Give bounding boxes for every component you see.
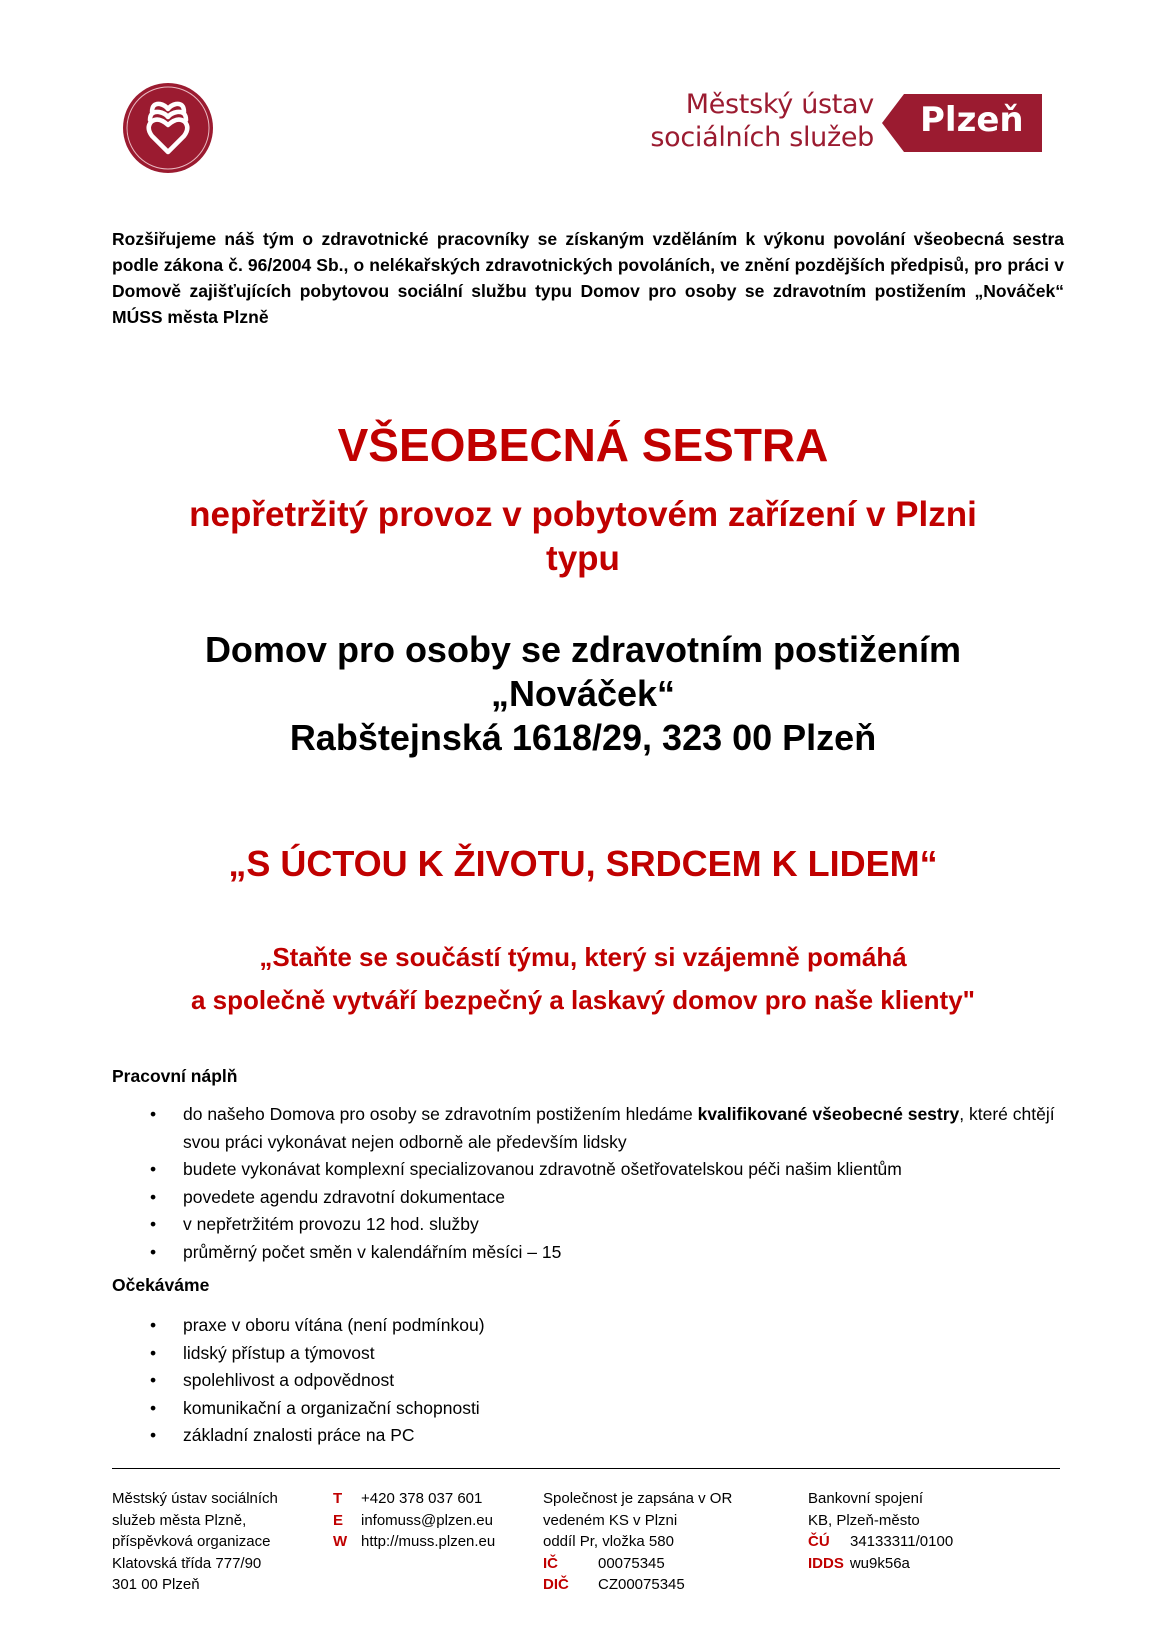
registry-line: Společnost je zapsána v OR xyxy=(543,1490,733,1507)
list-item xyxy=(150,1101,1070,1156)
list-item: • praxe v oboru vítána (není podmínkou) xyxy=(150,1312,1070,1340)
web-row xyxy=(333,1531,495,1553)
list-item: • základní znalosti práce na PC xyxy=(150,1422,1070,1450)
org-line: příspěvková organizace xyxy=(112,1533,271,1550)
dic-label: DIČ xyxy=(543,1576,569,1593)
list-item: • budete vykonávat komplexní specializovanou zdravotně ošetřovatelskou péči našim klientům xyxy=(150,1156,1070,1184)
org-line: Městský ústav sociálních xyxy=(112,1490,278,1507)
dic-row xyxy=(543,1574,732,1596)
footer-registry xyxy=(543,1488,732,1596)
footer-bank xyxy=(808,1488,953,1574)
duties-list xyxy=(150,1101,1070,1266)
idds-row xyxy=(808,1553,953,1575)
invitation-quote xyxy=(100,936,1066,1022)
ico-label: IČ xyxy=(543,1554,558,1572)
list-item: • v nepřetržitém provozu 12 hod. služby xyxy=(150,1211,1070,1239)
job-title: VŠEOBECNÁ SESTRA xyxy=(337,419,829,471)
plzen-badge xyxy=(882,94,1042,152)
bank-heading: Bankovní spojení xyxy=(808,1490,924,1507)
motto: „S ÚCTOU K ŽIVOTU, SRDCEM K LIDEM“ xyxy=(228,843,938,884)
subtitle-line-2: typu xyxy=(546,539,620,578)
quote-line-1: „Staňte se součástí týmu, který si vzájemně pomáhá xyxy=(259,942,907,972)
account-label: ČÚ xyxy=(808,1533,830,1550)
duty-text: do našeho Domova pro osoby se zdravotním postižením hledáme xyxy=(183,1104,698,1124)
phone-label: T xyxy=(333,1490,343,1507)
org-line: Klatovská třída 777/90 xyxy=(112,1554,262,1572)
facility-name: Domov pro osoby se zdravotním postižením xyxy=(204,629,962,670)
expectations-heading: Očekáváme xyxy=(112,1275,210,1295)
list-item: • povedete agendu zdravotní dokumentace xyxy=(150,1184,1070,1212)
ico-value: 00075345 xyxy=(598,1554,665,1572)
idds-value: wu9k56a xyxy=(849,1554,910,1572)
duty-emphasis: kvalifikované všeobecné sestry xyxy=(697,1104,960,1124)
heart-stack-icon xyxy=(122,82,214,174)
expectations-list xyxy=(150,1312,1070,1450)
bank-name: KB, Plzeň-město xyxy=(808,1511,920,1529)
brand-line-2: sociálních služeb xyxy=(650,122,874,153)
footer-divider xyxy=(112,1468,1060,1469)
registry-line: oddíl Pr, vložka 580 xyxy=(543,1533,674,1550)
dic-value: CZ00075345 xyxy=(598,1576,685,1593)
account-row xyxy=(808,1531,953,1553)
duty-text-end: , které chtějí svou práci vykonávat nejen odborně ale především lidsky xyxy=(183,1104,1055,1152)
brand-line-1: Městský ústav xyxy=(685,89,874,120)
brand-wordmark xyxy=(612,88,874,154)
plzen-badge-text: Plzeň xyxy=(920,100,1024,140)
duties-heading: Pracovní náplň xyxy=(112,1066,238,1086)
subtitle-line-1: nepřetržitý provoz v pobytovém zařízení v Plzni xyxy=(189,495,977,534)
facility-info xyxy=(100,628,1066,760)
footer-organization xyxy=(112,1488,278,1596)
facility-nickname: „Nováček“ xyxy=(490,673,676,714)
footer-contact xyxy=(333,1488,495,1553)
email-row xyxy=(333,1510,495,1532)
web-link[interactable]: http://muss.plzen.eu xyxy=(361,1533,496,1550)
email-link[interactable]: infomuss@plzen.eu xyxy=(361,1511,493,1529)
phone-value: +420 378 037 601 xyxy=(361,1490,483,1507)
quote-line-2: a společně vytváří bezpečný a laskavý domov pro naše klienty" xyxy=(190,985,975,1015)
email-label: E xyxy=(333,1511,344,1529)
registry-line: vedeném KS v Plzni xyxy=(543,1511,678,1529)
account-value: 34133311/0100 xyxy=(850,1533,954,1550)
intro-paragraph: Rozšiřujeme náš tým o zdravotnické pracovníky se získaným vzděláním k výkonu povolání všeobecná sestra podle zákona č. 96/2004 Sb., o nelékařských zdravotnických povoláních, ve znění pozdějších předpisů, pro práci v Domově zajišťujících pobytovou sociální službu typu Domov pro osoby se zdravotním postižením „Nováček“ MÚSS města Plzně xyxy=(112,229,1064,327)
ico-row xyxy=(543,1553,732,1575)
job-subtitle xyxy=(100,493,1066,581)
org-line: služeb města Plzně, xyxy=(112,1511,247,1529)
idds-label: IDDS xyxy=(808,1554,844,1572)
list-item: • lidský přístup a týmovost xyxy=(150,1340,1070,1368)
list-item: • průměrný počet směn v kalendářním měsíci – 15 xyxy=(150,1239,1070,1267)
list-item: • spolehlivost a odpovědnost xyxy=(150,1367,1070,1395)
org-line: 301 00 Plzeň xyxy=(112,1576,200,1593)
list-item: • komunikační a organizační schopnosti xyxy=(150,1395,1070,1423)
web-label: W xyxy=(333,1533,348,1550)
phone-row xyxy=(333,1488,495,1510)
facility-address: Rabštejnská 1618/29, 323 00 Plzeň xyxy=(289,717,877,758)
